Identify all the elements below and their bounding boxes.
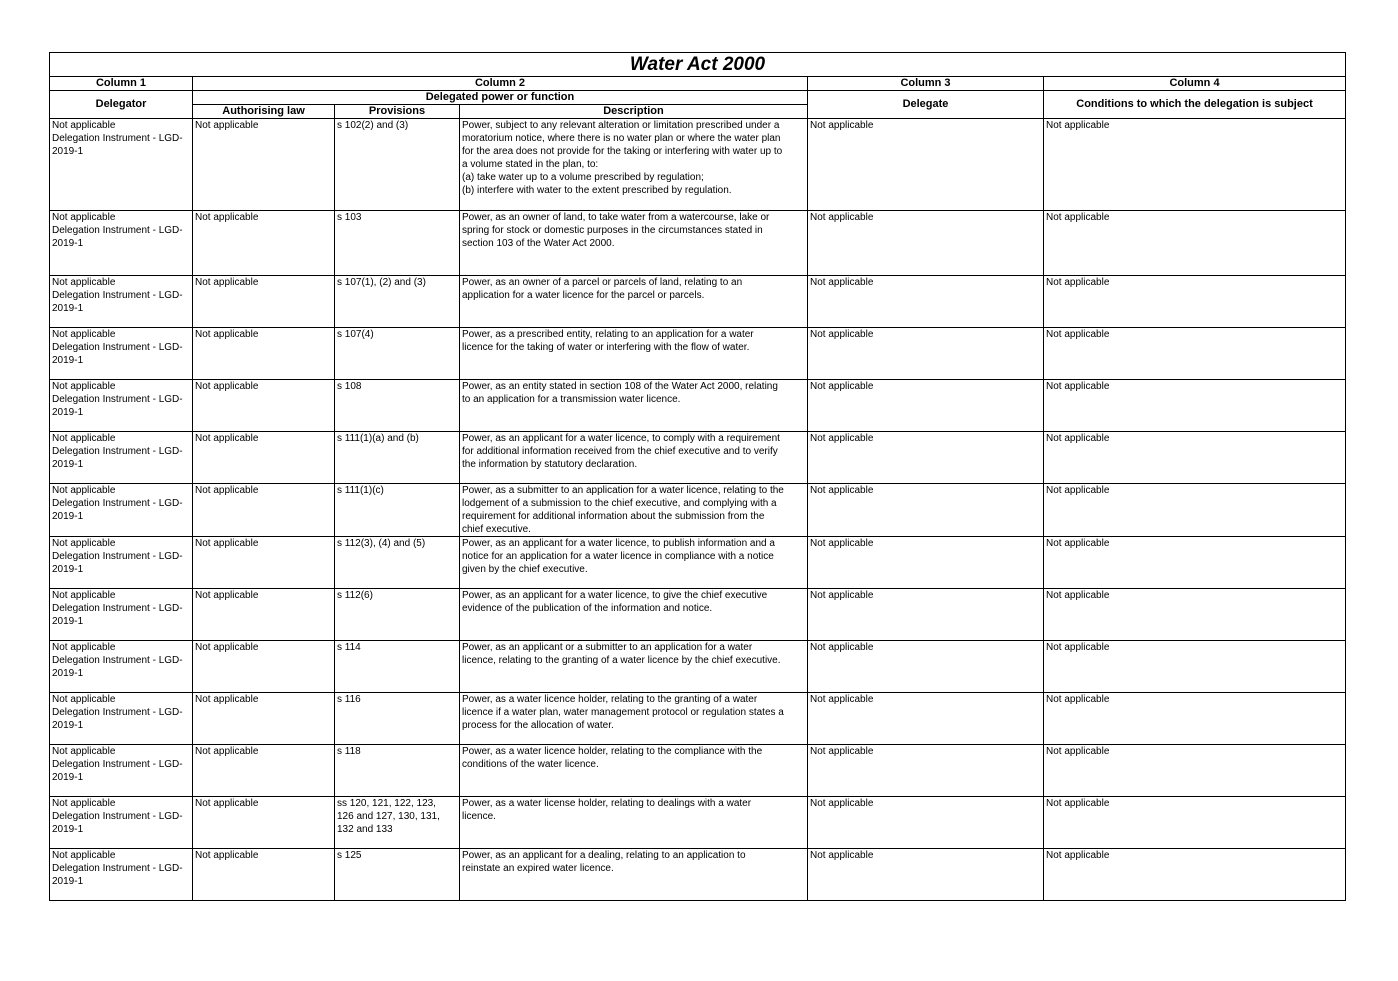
authorising-law-cell-text: Not applicable xyxy=(195,850,259,861)
authorising-law-cell xyxy=(193,119,335,211)
provisions-cell-text: s 112(6) xyxy=(337,590,373,601)
authorising-law-cell-text: Not applicable xyxy=(195,212,259,223)
conditions-cell-text: Not applicable xyxy=(1046,590,1110,601)
authorising-law-cell-text: Not applicable xyxy=(195,120,259,131)
table-row xyxy=(50,432,1346,484)
authorising-law-cell xyxy=(193,641,335,693)
provisions-cell xyxy=(335,328,460,380)
conditions-cell-text: Not applicable xyxy=(1046,120,1110,131)
description-cell xyxy=(460,119,808,211)
authorising-law-cell xyxy=(193,276,335,328)
delegator-cell xyxy=(50,432,193,484)
table-body xyxy=(50,119,1346,901)
provisions-cell-text: s 107(1), (2) and (3) xyxy=(337,277,426,288)
delegator-cell xyxy=(50,484,193,537)
delegator-cell xyxy=(50,537,193,589)
delegator-cell-text: Not applicable Delegation Instrument - LGD- 2019-1 xyxy=(52,642,183,679)
provisions-cell-text: s 108 xyxy=(337,381,362,392)
description-cell xyxy=(460,328,808,380)
delegator-cell xyxy=(50,328,193,380)
provisions-cell xyxy=(335,119,460,211)
delegate-cell-text: Not applicable xyxy=(810,590,874,601)
conditions-cell-text: Not applicable xyxy=(1046,694,1110,705)
provisions-cell xyxy=(335,641,460,693)
provisions-cell-text: s 111(1)(c) xyxy=(337,485,384,496)
description-header: Description xyxy=(460,105,808,119)
delegate-cell xyxy=(808,797,1044,849)
description-cell-text: Power, as an applicant for a water licence, to give the chief executive evidence of the publication of the information and notice. xyxy=(462,590,768,614)
delegator-cell xyxy=(50,797,193,849)
description-cell-text: Power, as an applicant for a water licence, to comply with a requirement for additional information received from the chief executive and to verify the information by statutory declaration. xyxy=(462,433,780,470)
delegator-cell xyxy=(50,276,193,328)
delegator-cell-text: Not applicable Delegation Instrument - LGD- 2019-1 xyxy=(52,433,183,470)
description-cell xyxy=(460,797,808,849)
provisions-cell xyxy=(335,589,460,641)
description-cell xyxy=(460,693,808,745)
provisions-cell xyxy=(335,797,460,849)
delegator-cell xyxy=(50,745,193,797)
conditions-cell xyxy=(1044,797,1346,849)
conditions-cell-text: Not applicable xyxy=(1046,485,1110,496)
table-row xyxy=(50,119,1346,211)
description-cell xyxy=(460,849,808,901)
delegate-cell xyxy=(808,328,1044,380)
delegator-cell-text: Not applicable Delegation Instrument - LGD- 2019-1 xyxy=(52,329,183,366)
provisions-cell-text: s 116 xyxy=(337,694,361,705)
column-4-header: Column 4 xyxy=(1044,77,1346,91)
provisions-cell xyxy=(335,211,460,276)
table-row xyxy=(50,276,1346,328)
delegate-cell-text: Not applicable xyxy=(810,120,874,131)
provisions-cell-text: s 125 xyxy=(337,850,362,861)
provisions-cell-text: s 102(2) and (3) xyxy=(337,120,409,131)
authorising-law-cell xyxy=(193,797,335,849)
provisions-cell xyxy=(335,484,460,537)
description-cell xyxy=(460,484,808,537)
description-cell-text: Power, as a submitter to an application for a water licence, relating to the lodgement of a submission to the chief executive, and complying with a requirement for additional information about the submission from the chief executive. xyxy=(462,485,784,535)
conditions-cell xyxy=(1044,641,1346,693)
column-2-header: Column 2 xyxy=(193,77,808,91)
provisions-cell-text: s 111(1)(a) and (b) xyxy=(337,433,419,444)
delegator-cell xyxy=(50,641,193,693)
delegator-cell xyxy=(50,693,193,745)
delegate-cell-text: Not applicable xyxy=(810,433,874,444)
authorising-law-cell xyxy=(193,432,335,484)
description-cell xyxy=(460,745,808,797)
delegator-cell-text: Not applicable Delegation Instrument - LGD- 2019-1 xyxy=(52,381,183,418)
delegator-header: Delegator xyxy=(50,91,193,119)
delegate-cell-text: Not applicable xyxy=(810,694,874,705)
description-cell-text: Power, as an owner of land, to take water from a watercourse, lake or spring for stock or domestic purposes in the circumstances stated in section 103 of the Water Act 2000. xyxy=(462,212,770,249)
authorising-law-cell-text: Not applicable xyxy=(195,329,259,340)
delegator-cell-text: Not applicable Delegation Instrument - LGD- 2019-1 xyxy=(52,277,183,314)
table-row xyxy=(50,693,1346,745)
conditions-cell-text: Not applicable xyxy=(1046,381,1110,392)
authorising-law-cell-text: Not applicable xyxy=(195,485,259,496)
table-row xyxy=(50,380,1346,432)
authorising-law-cell-text: Not applicable xyxy=(195,538,259,549)
provisions-cell xyxy=(335,849,460,901)
conditions-cell-text: Not applicable xyxy=(1046,538,1110,549)
authorising-law-cell-text: Not applicable xyxy=(195,277,259,288)
description-cell-text: Power, as an applicant for a dealing, relating to an application to reinstate an expired water licence. xyxy=(462,850,746,874)
conditions-cell-text: Not applicable xyxy=(1046,277,1110,288)
delegate-cell xyxy=(808,537,1044,589)
description-cell-text: Power, as an owner of a parcel or parcels of land, relating to an application for a water licence for the parcel or parcels. xyxy=(462,277,743,301)
description-cell-text: Power, as a water licence holder, relating to the compliance with the conditions of the water licence. xyxy=(462,746,763,770)
conditions-cell xyxy=(1044,380,1346,432)
delegator-cell xyxy=(50,849,193,901)
delegate-cell xyxy=(808,276,1044,328)
provisions-cell-text: s 103 xyxy=(337,212,362,223)
table-title: Water Act 2000 xyxy=(50,53,1346,77)
delegator-cell-text: Not applicable Delegation Instrument - LGD- 2019-1 xyxy=(52,694,183,731)
table-row xyxy=(50,849,1346,901)
table-row xyxy=(50,211,1346,276)
conditions-cell xyxy=(1044,745,1346,797)
authorising-law-cell-text: Not applicable xyxy=(195,433,259,444)
provisions-cell xyxy=(335,693,460,745)
delegator-cell xyxy=(50,119,193,211)
description-cell-text: Power, as an applicant or a submitter to an application for a water licence, relating to the granting of a water licence by the chief executive. xyxy=(462,642,781,666)
conditions-cell xyxy=(1044,276,1346,328)
delegated-power-header: Delegated power or function xyxy=(193,91,808,105)
delegator-cell-text: Not applicable Delegation Instrument - LGD- 2019-1 xyxy=(52,798,183,835)
provisions-cell xyxy=(335,276,460,328)
description-cell-text: Power, as a water licence holder, relating to the granting of a water licence if a water plan, water management protocol or regulation states a process for the allocation of water. xyxy=(462,694,784,731)
authorising-law-cell xyxy=(193,745,335,797)
delegator-cell-text: Not applicable Delegation Instrument - LGD- 2019-1 xyxy=(52,538,183,575)
delegate-header: Delegate xyxy=(808,91,1044,119)
authorising-law-cell xyxy=(193,484,335,537)
delegator-cell-text: Not applicable Delegation Instrument - LGD- 2019-1 xyxy=(52,212,183,249)
conditions-cell-text: Not applicable xyxy=(1046,798,1110,809)
description-cell xyxy=(460,380,808,432)
conditions-cell xyxy=(1044,589,1346,641)
delegator-cell-text: Not applicable Delegation Instrument - LGD- 2019-1 xyxy=(52,746,183,783)
conditions-cell xyxy=(1044,328,1346,380)
description-cell-text: Power, as an applicant for a water licence, to publish information and a notice for an application for a water licence in compliance with a notice given by the chief executive. xyxy=(462,538,775,575)
conditions-cell-text: Not applicable xyxy=(1046,642,1110,653)
delegate-cell xyxy=(808,745,1044,797)
conditions-cell xyxy=(1044,693,1346,745)
table-row xyxy=(50,797,1346,849)
description-cell xyxy=(460,211,808,276)
delegate-cell xyxy=(808,432,1044,484)
table-row xyxy=(50,537,1346,589)
authorising-law-cell-text: Not applicable xyxy=(195,746,259,757)
conditions-cell xyxy=(1044,849,1346,901)
conditions-cell-text: Not applicable xyxy=(1046,746,1110,757)
authorising-law-cell-text: Not applicable xyxy=(195,694,259,705)
table-row xyxy=(50,484,1346,537)
delegate-cell-text: Not applicable xyxy=(810,642,874,653)
table-row xyxy=(50,589,1346,641)
authorising-law-cell-text: Not applicable xyxy=(195,798,259,809)
provisions-cell xyxy=(335,380,460,432)
provisions-cell-text: s 112(3), (4) and (5) xyxy=(337,538,426,549)
provisions-cell xyxy=(335,745,460,797)
description-cell-text: Power, as a water license holder, relating to dealings with a water licence. xyxy=(462,798,752,822)
provisions-cell-text: s 107(4) xyxy=(337,329,374,340)
delegator-cell-text: Not applicable Delegation Instrument - LGD- 2019-1 xyxy=(52,850,183,887)
delegate-cell xyxy=(808,693,1044,745)
description-cell xyxy=(460,276,808,328)
authorising-law-cell xyxy=(193,849,335,901)
delegate-cell xyxy=(808,380,1044,432)
authorising-law-cell xyxy=(193,693,335,745)
delegate-cell-text: Not applicable xyxy=(810,746,874,757)
conditions-cell xyxy=(1044,537,1346,589)
delegate-cell-text: Not applicable xyxy=(810,381,874,392)
delegate-cell-text: Not applicable xyxy=(810,329,874,340)
column-1-header: Column 1 xyxy=(50,77,193,91)
authorising-law-header: Authorising law xyxy=(193,105,335,119)
authorising-law-cell xyxy=(193,328,335,380)
authorising-law-cell xyxy=(193,380,335,432)
table-row xyxy=(50,641,1346,693)
table-row xyxy=(50,328,1346,380)
delegator-cell xyxy=(50,211,193,276)
delegation-table xyxy=(49,52,1346,901)
description-cell-text: Power, as an entity stated in section 108 of the Water Act 2000, relating to an application for a transmission water licence. xyxy=(462,381,778,405)
conditions-cell-text: Not applicable xyxy=(1046,329,1110,340)
delegate-cell-text: Not applicable xyxy=(810,212,874,223)
delegator-cell xyxy=(50,589,193,641)
provisions-header: Provisions xyxy=(335,105,460,119)
conditions-header: Conditions to which the delegation is subject xyxy=(1044,91,1346,119)
authorising-law-cell-text: Not applicable xyxy=(195,381,259,392)
description-cell xyxy=(460,432,808,484)
delegate-cell xyxy=(808,484,1044,537)
provisions-cell-text: ss 120, 121, 122, 123, 126 and 127, 130, 131, 132 and 133 xyxy=(337,798,440,835)
authorising-law-cell xyxy=(193,589,335,641)
description-cell xyxy=(460,537,808,589)
delegate-cell xyxy=(808,589,1044,641)
delegator-cell-text: Not applicable Delegation Instrument - LGD- 2019-1 xyxy=(52,590,183,627)
delegate-cell-text: Not applicable xyxy=(810,277,874,288)
authorising-law-cell-text: Not applicable xyxy=(195,590,259,601)
conditions-cell xyxy=(1044,432,1346,484)
delegate-cell xyxy=(808,849,1044,901)
conditions-cell xyxy=(1044,484,1346,537)
delegate-cell-text: Not applicable xyxy=(810,538,874,549)
authorising-law-cell xyxy=(193,537,335,589)
provisions-cell xyxy=(335,432,460,484)
conditions-cell-text: Not applicable xyxy=(1046,433,1110,444)
delegator-cell-text: Not applicable Delegation Instrument - LGD- 2019-1 xyxy=(52,485,183,522)
delegate-cell xyxy=(808,641,1044,693)
description-cell-text: Power, subject to any relevant alteration or limitation prescribed under a moratorium notice, where there is no water plan or where the water plan for the area does not provide for the taking or interfering with water up to a volume stated in the plan, to: (a) take water up to a volume prescribed by regulation; (b) interfere with water to the extent prescribed by regulation. xyxy=(462,120,783,196)
conditions-cell xyxy=(1044,119,1346,211)
conditions-cell-text: Not applicable xyxy=(1046,212,1110,223)
description-cell xyxy=(460,589,808,641)
authorising-law-cell xyxy=(193,211,335,276)
delegate-cell xyxy=(808,119,1044,211)
provisions-cell xyxy=(335,537,460,589)
provisions-cell-text: s 114 xyxy=(337,642,361,653)
delegator-cell xyxy=(50,380,193,432)
authorising-law-cell-text: Not applicable xyxy=(195,642,259,653)
delegate-cell xyxy=(808,211,1044,276)
column-3-header: Column 3 xyxy=(808,77,1044,91)
delegate-cell-text: Not applicable xyxy=(810,850,874,861)
delegate-cell-text: Not applicable xyxy=(810,798,874,809)
provisions-cell-text: s 118 xyxy=(337,746,361,757)
description-cell-text: Power, as a prescribed entity, relating to an application for a water licence for the taking of water or interfering with the flow of water. xyxy=(462,329,754,353)
delegator-cell-text: Not applicable Delegation Instrument - LGD- 2019-1 xyxy=(52,120,183,157)
conditions-cell-text: Not applicable xyxy=(1046,850,1110,861)
conditions-cell xyxy=(1044,211,1346,276)
description-cell xyxy=(460,641,808,693)
table-row xyxy=(50,745,1346,797)
delegate-cell-text: Not applicable xyxy=(810,485,874,496)
